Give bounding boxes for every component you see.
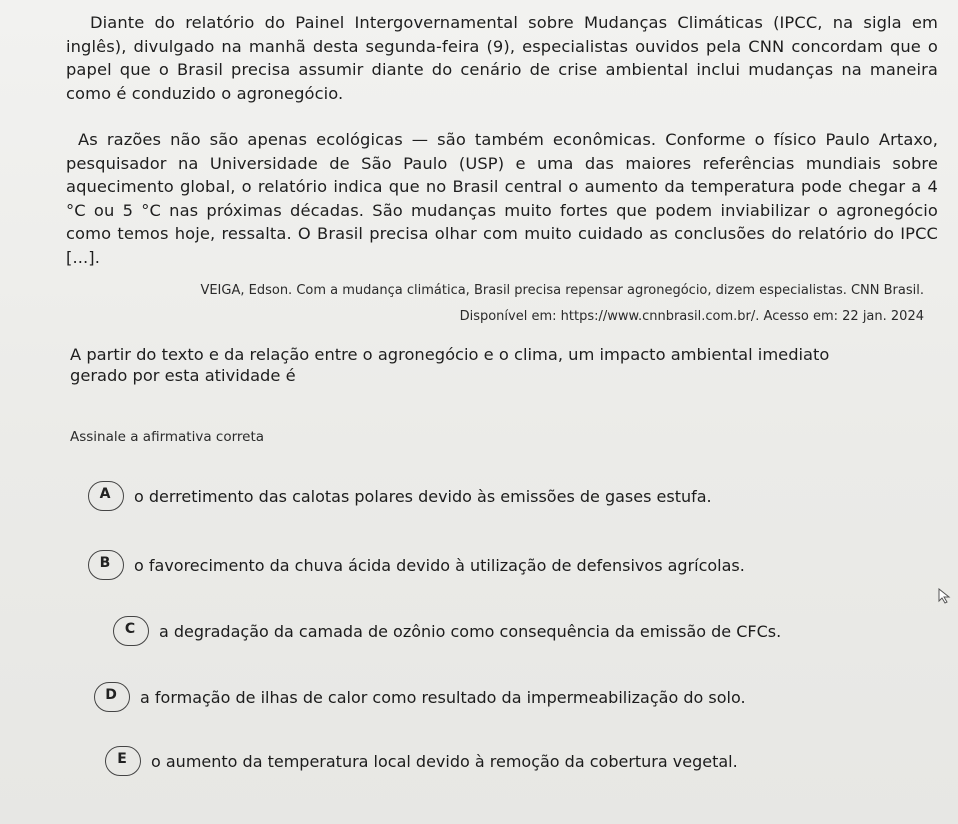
option-letter-badge[interactable] bbox=[94, 682, 138, 712]
option-letter-badge[interactable] bbox=[113, 616, 157, 646]
option-text[interactable]: a formação de ilhas de calor como resultado da impermeabilização do solo. bbox=[140, 687, 746, 707]
option-letter-badge[interactable] bbox=[88, 481, 132, 511]
option-letter: B bbox=[99, 555, 111, 571]
instruction-text: Assinale a afirmativa correta bbox=[70, 429, 265, 445]
text-paragraph-2: As razões não são apenas ecológicas — são também econômicas. Conforme o físico Paulo Artaxo, pesquisador na Universidade de São Paulo (USP) e uma das maiores referências mundiais sobre aquecimento global, o relatório indica que no Brasil central o aumento da temperatura pode chegar a 4 °C ou 5 °C nas próximas décadas. São mudanças muito fortes que podem inviabilizar o agronegócio como temos hoje, ressalta. O Brasil precisa olhar com muito cuidado as conclusões do relatório do IPCC [...]. bbox=[66, 130, 938, 267]
option-c[interactable] bbox=[113, 616, 781, 646]
option-d[interactable] bbox=[94, 682, 746, 712]
option-a[interactable] bbox=[88, 481, 712, 511]
text-paragraph-1: Diante do relatório do Painel Intergovernamental sobre Mudanças Climáticas (IPCC, na sigla em inglês), divulgado na manhã desta segunda-feira (9), especialistas ouvidos pela CNN concordam que o papel que o Brasil precisa assumir diante do cenário de crise ambiental inclui mudanças na maneira como é conduzido o agronegócio. bbox=[66, 13, 938, 103]
option-text[interactable]: o derretimento das calotas polares devido às emissões de gases estufa. bbox=[134, 486, 712, 506]
option-b[interactable] bbox=[88, 550, 745, 580]
source-citation: VEIGA, Edson. Com a mudança climática, Brasil precisa repensar agronegócio, dizem especialistas. CNN Brasil. bbox=[200, 283, 924, 298]
option-letter: C bbox=[124, 621, 136, 637]
option-letter: D bbox=[105, 687, 117, 703]
mouse-cursor-icon bbox=[938, 588, 952, 604]
option-letter-badge[interactable] bbox=[105, 746, 149, 776]
option-letter-badge[interactable] bbox=[88, 550, 132, 580]
source-availability: Disponível em: https://www.cnnbrasil.com.br/. Acesso em: 22 jan. 2024 bbox=[459, 309, 924, 324]
question-stem: A partir do texto e da relação entre o agronegócio e o clima, um impacto ambiental imediato gerado por esta atividade é bbox=[70, 345, 830, 385]
option-text[interactable]: a degradação da camada de ozônio como consequência da emissão de CFCs. bbox=[159, 621, 782, 641]
option-letter: E bbox=[117, 751, 127, 767]
option-e[interactable] bbox=[105, 746, 738, 776]
option-text[interactable]: o favorecimento da chuva ácida devido à utilização de defensivos agrícolas. bbox=[134, 555, 745, 575]
option-letter: A bbox=[99, 486, 111, 502]
option-text[interactable]: o aumento da temperatura local devido à remoção da cobertura vegetal. bbox=[151, 751, 738, 771]
